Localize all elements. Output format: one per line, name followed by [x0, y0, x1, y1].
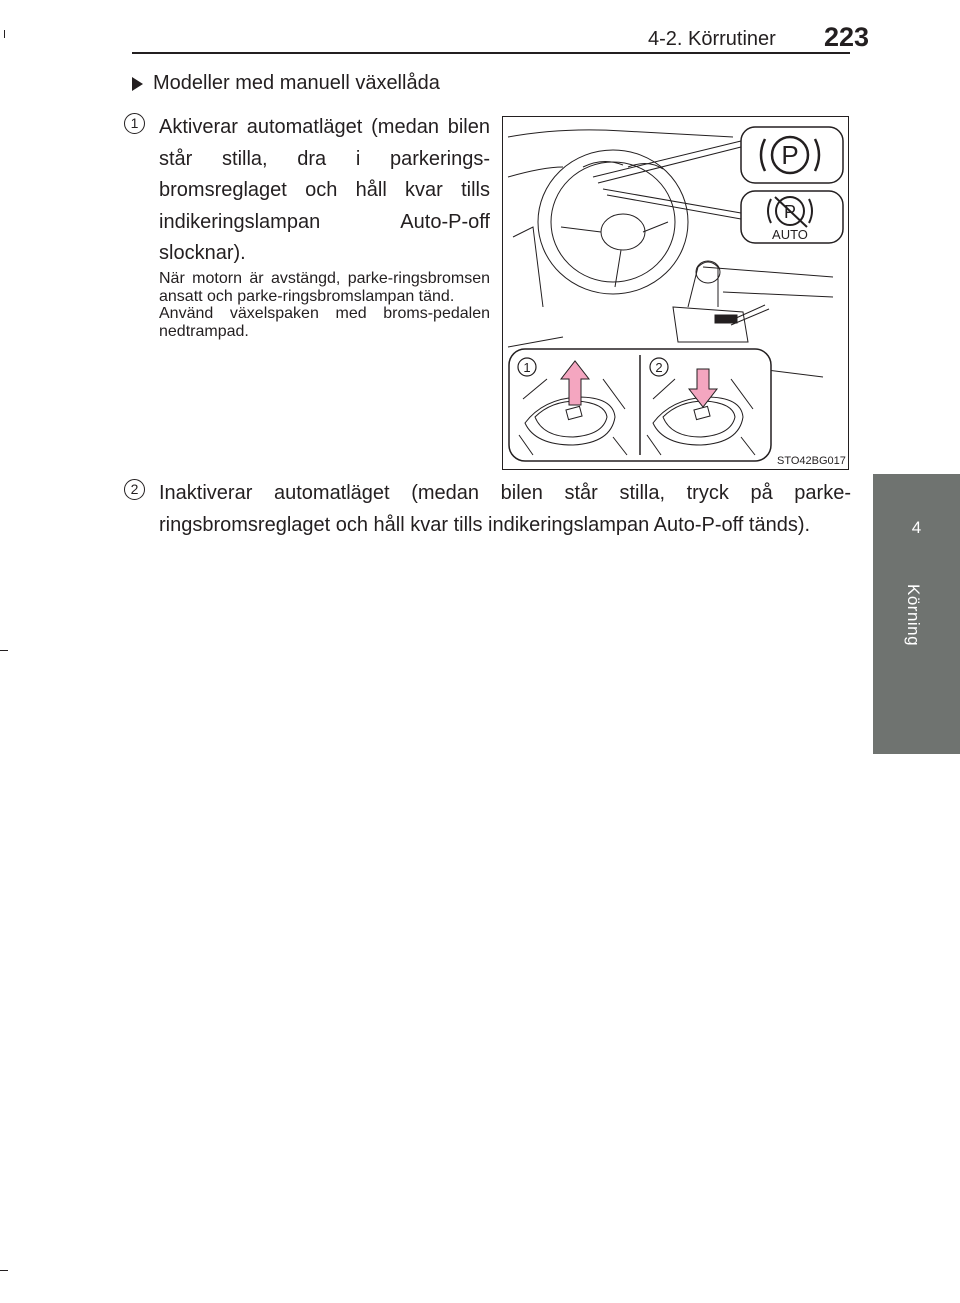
crop-mark: [0, 1270, 8, 1271]
header-rule: [132, 52, 850, 54]
step-1-note: Använd växelspaken med broms-pedalen nedtrampad.: [159, 305, 490, 340]
step-1-notes: [159, 270, 490, 340]
step-2-number: 2: [124, 479, 145, 500]
crop-mark: [4, 30, 5, 38]
step-1-text: Aktiverar automatläget (medan bilen står stilla, dra i parkerings-bromsreglaget och håll kvar tills indikeringslampan Auto-P-off slocknar).: [159, 116, 490, 264]
step-1-note: När motorn är avstängd, parke-ringsbromsen ansatt och parke-ringsbromslampan tänd.: [159, 270, 490, 305]
callout-1: 1: [523, 360, 531, 375]
chapter-number: 4: [911, 518, 922, 537]
chapter-tab: [873, 474, 960, 754]
callout-2: 2: [655, 360, 663, 375]
section-title: 4-2. Körrutiner: [648, 28, 776, 50]
indicator-bottom-letter: P: [783, 202, 797, 222]
figure-code: STO42BG017: [777, 455, 846, 467]
crop-mark: [0, 650, 8, 651]
chapter-name: Körning: [904, 584, 923, 647]
bullet-heading-text: Modeller med manuell växellåda: [153, 72, 440, 94]
indicator-bottom-label: AUTO: [772, 227, 808, 242]
parking-brake-illustration: [502, 116, 849, 470]
illustration-drawing: [503, 117, 850, 471]
step-2-text: Inaktiverar automatläget (medan bilen står stilla, tryck på parke-ringsbromsreglaget och håll kvar tills indikeringslampan Auto-P-off tänds).: [159, 482, 851, 536]
bullet-heading: [132, 72, 440, 95]
triangle-bullet-icon: [132, 77, 143, 91]
step-1-number: 1: [124, 113, 145, 134]
indicator-top-letter: P: [781, 140, 799, 170]
page-number: 223: [824, 22, 870, 52]
